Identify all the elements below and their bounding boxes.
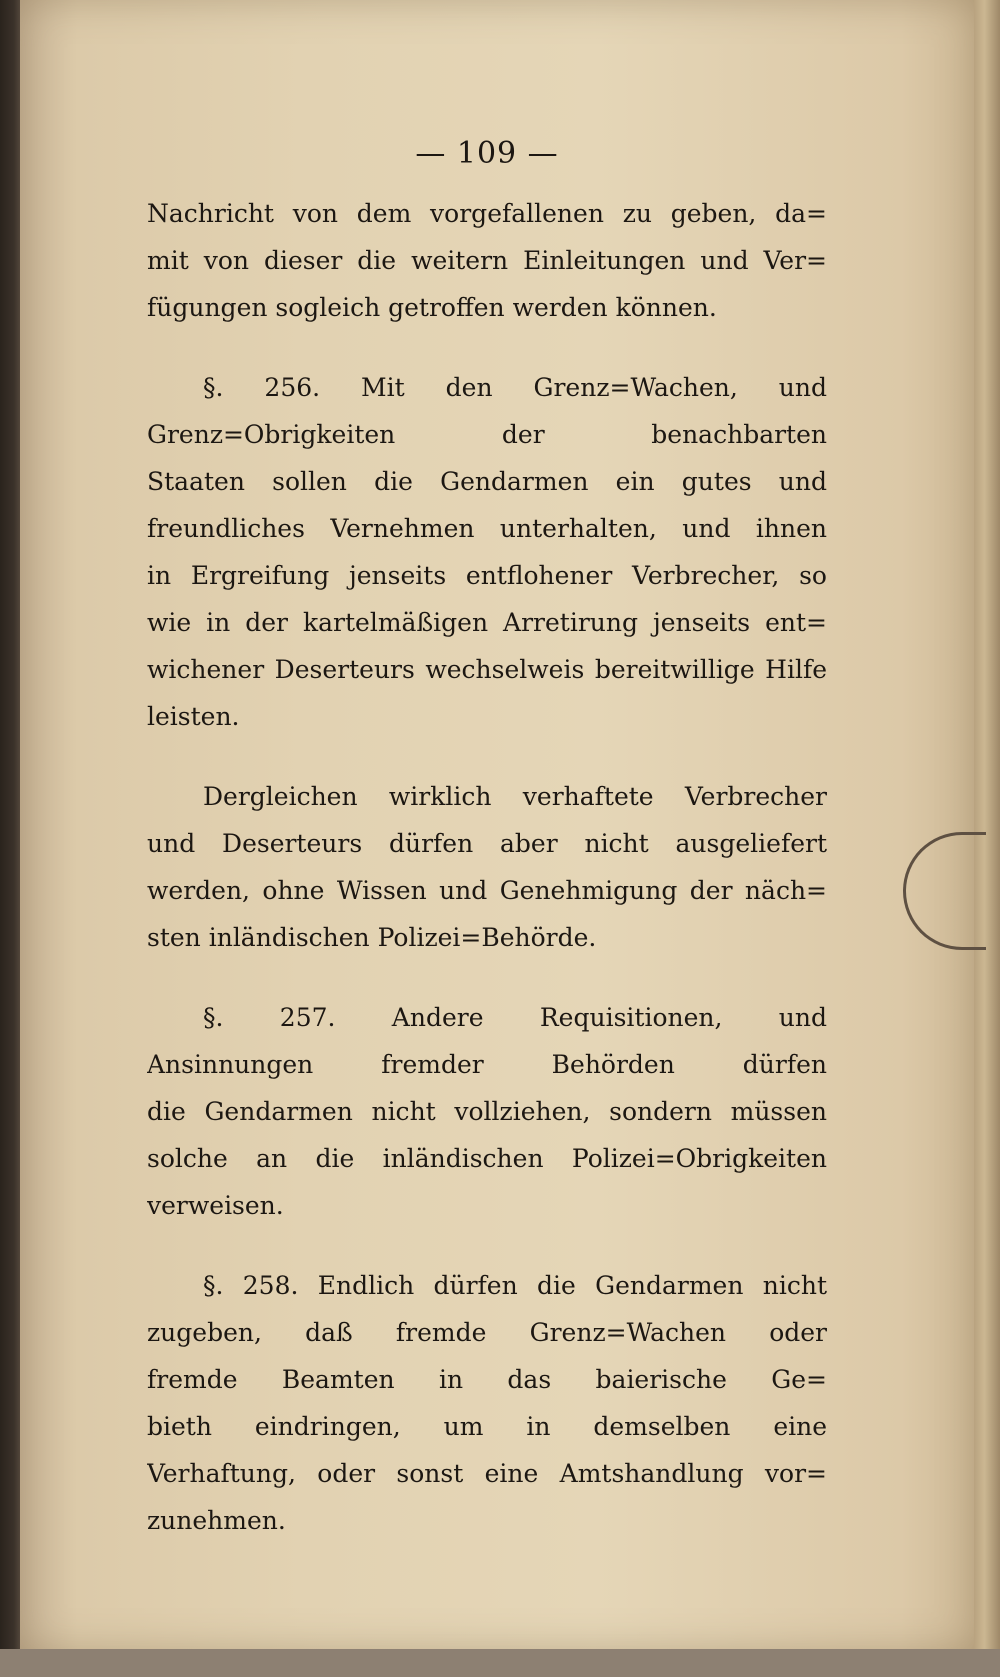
text-line: fremde Beamten in das baierische Ge= [147, 1365, 827, 1394]
page-sheet [20, 0, 978, 1652]
text-line: Staaten sollen die Gendarmen ein gutes und [147, 467, 827, 496]
text-line: Nachricht von dem vorgefallenen zu geben, da= [147, 199, 827, 228]
page-number: — 109 — [415, 136, 559, 171]
text-line: fügungen sogleich getroffen werden können. [147, 293, 717, 322]
text-line: Grenz=Obrigkeiten der benachbarten [147, 420, 827, 449]
text-line: Verhaftung, oder sonst eine Amtshandlung vor= [147, 1459, 827, 1488]
text-line: zunehmen. [147, 1506, 286, 1535]
text-line: sten inländischen Polizei=Behörde. [147, 923, 597, 952]
text-line: werden, ohne Wissen und Genehmigung der näch= [147, 876, 827, 905]
text-line: leisten. [147, 702, 240, 731]
text-line: Ansinnungen fremder Behörden dürfen [147, 1050, 827, 1079]
text-line: solche an die inländischen Polizei=Obrigkeiten [147, 1144, 827, 1173]
text-line: wichener Deserteurs wechselweis bereitwillige Hilfe [147, 655, 827, 684]
text-line: zugeben, daß fremde Grenz=Wachen oder [147, 1318, 827, 1347]
scan-bed [0, 1649, 1000, 1677]
text-line: §. 258. Endlich dürfen die Gendarmen nicht [203, 1271, 827, 1300]
paragraph-continuation [147, 190, 827, 331]
page-text-block [147, 132, 827, 1577]
paragraph-section-256 [147, 364, 827, 740]
text-line: §. 257. Andere Requisitionen, und [203, 1003, 827, 1032]
text-line: freundliches Vernehmen unterhalten, und ihnen [147, 514, 827, 543]
text-line: und Deserteurs dürfen aber nicht ausgeliefert [147, 829, 827, 858]
text-line: wie in der kartelmäßigen Arretirung jenseits ent= [147, 608, 827, 637]
text-line: die Gendarmen nicht vollziehen, sondern müssen [147, 1097, 827, 1126]
text-line: bieth eindringen, um in demselben eine [147, 1412, 827, 1441]
text-line: mit von dieser die weitern Einleitungen und Ver= [147, 246, 827, 275]
paragraph-section-257 [147, 994, 827, 1229]
text-line: §. 256. Mit den Grenz=Wachen, und [203, 373, 827, 402]
paragraph-section-258 [147, 1262, 827, 1544]
text-line: verweisen. [147, 1191, 284, 1220]
paragraph-extradition [147, 773, 827, 961]
text-line: in Ergreifung jenseits entflohener Verbrecher, so [147, 561, 827, 590]
text-line: Dergleichen wirklich verhaftete Verbrecher [203, 782, 827, 811]
